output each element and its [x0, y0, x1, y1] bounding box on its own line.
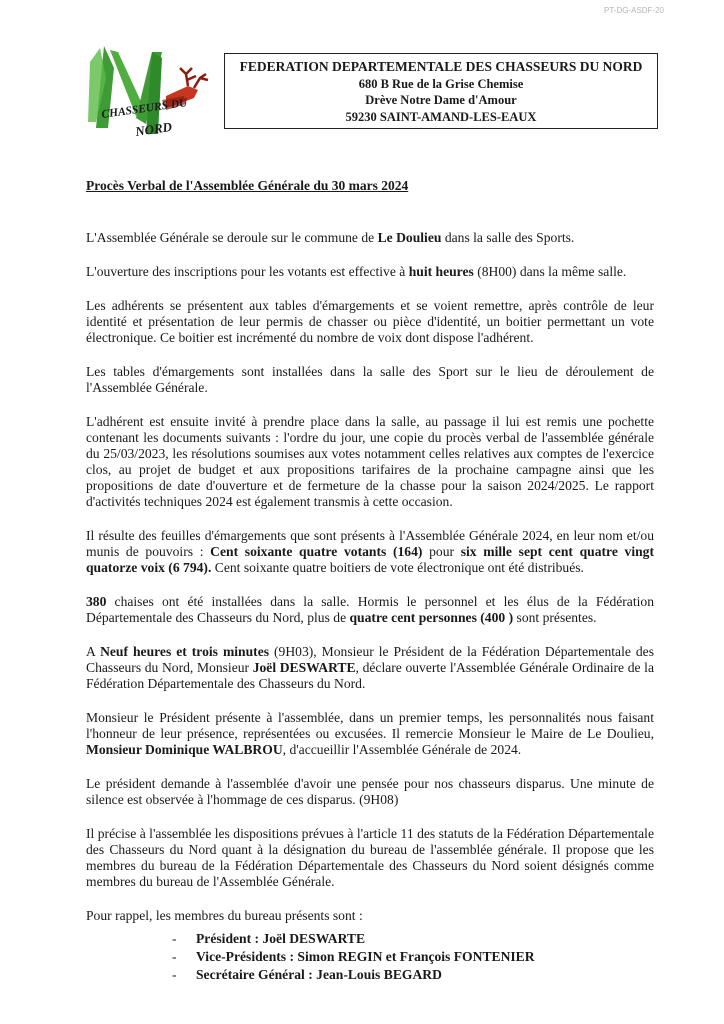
address-line-1: 680 B Rue de la Grise Chemise: [358, 76, 524, 91]
paragraph-members-intro: Pour rappel, les membres du bureau présents sont :: [86, 908, 363, 923]
document-title: Procès Verbal de l'Assemblée Générale du 30 mars 2024: [86, 178, 409, 193]
paragraph-seating: 380 chaises ont été installées dans la salle. Hormis le personnel et les élus de la Fédération Départementale des Chasseurs du Nord, plus de quatre cent personnes (400 ) sont présentes.: [86, 594, 654, 625]
paragraph-opening: A Neuf heures et trois minutes (9H03), Monsieur le Président de la Fédération Départementale des Chasseurs du Nord, Monsieur Joël DESWARTE, déclare ouverte l'Assemblée Générale Ordinaire de la Fédération Départementale des Chasseurs du Nord.: [86, 644, 655, 691]
federation-name: FEDERATION DEPARTEMENTALE DES CHASSEURS DU NORD: [239, 59, 643, 74]
document-reference-mark: PT-DG-ASDF-20: [604, 6, 665, 15]
address-line-3: 59230 SAINT-AMAND-LES-EAUX: [345, 109, 537, 124]
bureau-members-list: [172, 930, 654, 984]
deer-logo-icon: [66, 38, 216, 146]
list-dash: -: [172, 949, 177, 964]
paragraph-tables: Les tables d'émargements sont installées dans la salle des Sport sur le lieu de déroulement de l'Assemblée Générale.: [86, 364, 654, 395]
document-body: [86, 230, 654, 984]
list-dash: -: [172, 967, 177, 982]
list-dash: -: [172, 931, 177, 946]
address-line-2: Drève Notre Dame d'Amour: [365, 93, 517, 107]
paragraph-attendance: Il résulte des feuilles d'émargements que sont présents à l'Assemblée Générale 2024, en leur nom et/ou munis de pouvoirs : Cent soixante quatre votants (164) pour six mille sept cent quatre vingt quatorze voix (6 794). Cent soixante quatre boitiers de vote électronique ont été distribués.: [86, 528, 654, 575]
list-item: - Vice-Présidents : Simon REGIN et François FONTENIER: [172, 949, 535, 964]
paragraph-location: L'Assemblée Générale se deroule sur le commune de Le Doulieu dans la salle des Sports.: [86, 230, 575, 245]
logo-text-line1: CHASSEURS DU: [100, 97, 189, 121]
paragraph-documents: L'adhérent est ensuite invité à prendre place dans la salle, au passage il lui est remis une pochette contenant les documents suivants : l'ordre du jour, une copie du procès verbal de l'assemblée générale du 25/03/2023, les résolutions soumises aux votes notamment celles relatives aux comptes de l'exercice clos, au projet de budget et aux propositions tarifaires de la prochaine campagne ainsi que les propositions de date d'ouverture et de fermeture de la chasse pour la saison 2024/2025. Le rapport d'activités techniques 2024 est également transmis à cette occasion.: [86, 414, 654, 509]
paragraph-bureau: Il précise à l'assemblée les dispositions prévues à l'article 11 des statuts de la Fédération Départementale des Chasseurs du Nord quant à la désignation du bureau de l'assemblée générale. Il propose que les membres du bureau de la Fédération Départementale des Chasseurs du Nord soient désignés comme membres du bureau de l'Assemblée Générale.: [86, 826, 654, 889]
federation-header-box: [224, 53, 658, 129]
paragraph-registration: Les adhérents se présentent aux tables d'émargements et se voient remettre, après contrôle de leur identité et présentation de leur permis de chasser ou pièce d'identité, un boitier permettant un vote électronique. Ce boitier est incrémenté du nombre de voix dont dispose l'adhérent.: [86, 298, 654, 345]
list-item: - Secrétaire Général : Jean-Louis BEGARD: [172, 967, 442, 982]
paragraph-guests: Monsieur le Président présente à l'assemblée, dans un premier temps, les personnalités nous faisant l'honneur de leur présence, représentées ou excusées. Il remercie Monsieur le Maire de Le Doulieu, Monsieur Dominique WALBROU, d'accueillir l'Assemblée Générale de 2024.: [86, 710, 654, 757]
list-item: - Président : Joël DESWARTE: [172, 931, 366, 946]
paragraph-opening-time: L'ouverture des inscriptions pour les votants est effective à huit heures (8H00) dans la même salle.: [86, 264, 627, 279]
logo-text-line2: NORD: [134, 118, 173, 139]
paragraph-minute-silence: Le président demande à l'assemblée d'avoir une pensée pour nos chasseurs disparus. Une minute de silence est observée à l'hommage de ces disparus. (9H08): [86, 776, 654, 807]
